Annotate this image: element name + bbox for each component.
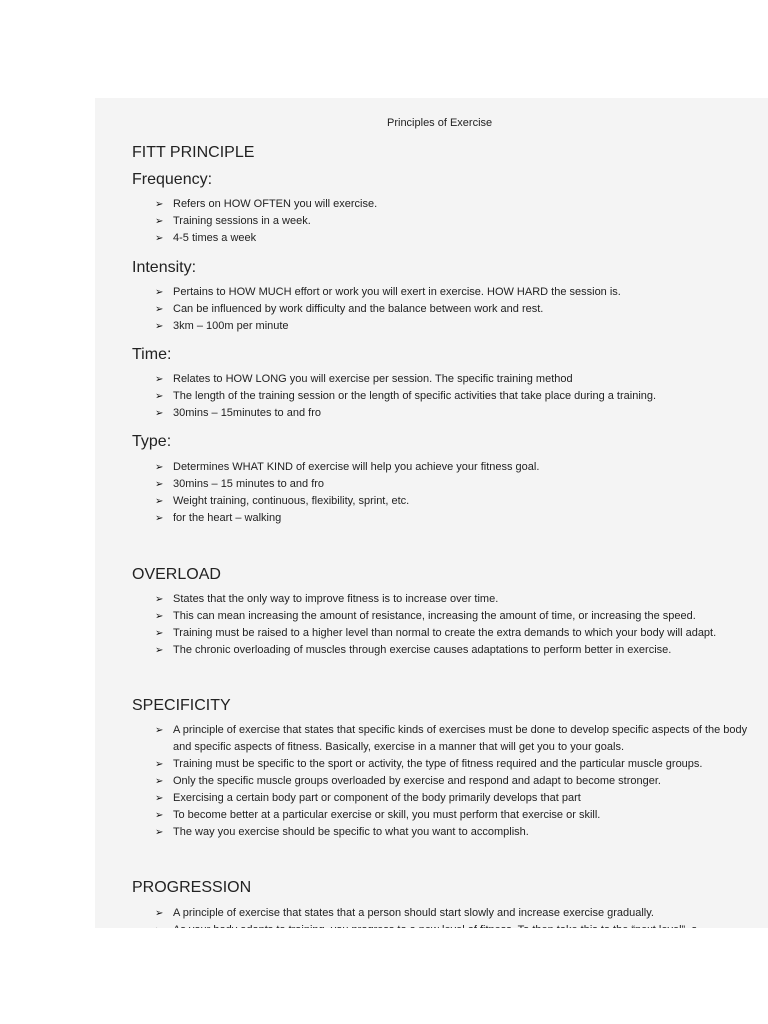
arrow-bullet-icon: ➢ xyxy=(155,287,164,298)
intensity-list xyxy=(155,284,760,335)
arrow-bullet-icon: ➢ xyxy=(155,199,164,210)
page-title: Principles of Exercise xyxy=(387,117,493,129)
arrow-bullet-icon: ➢ xyxy=(155,776,164,787)
list-item: ➢ Weight training, continuous, flexibility, sprint, etc. xyxy=(155,493,760,510)
list-item: ➢ 30mins – 15minutes to and fro xyxy=(155,405,760,422)
list-item: ➢ Training sessions in a week. xyxy=(155,213,760,230)
list-item: ➢ Refers on HOW OFTEN you will exercise. xyxy=(155,196,760,213)
progression-heading: PROGRESSION xyxy=(132,879,252,896)
arrow-bullet-icon: ➢ xyxy=(155,496,164,507)
arrow-bullet-icon: ➢ xyxy=(155,793,164,804)
time-label: Time: xyxy=(132,346,172,363)
list-item: ➢ Training must be specific to the sport or activity, the type of fitness required and the particular muscle groups. xyxy=(155,756,760,773)
list-item: ➢ Pertains to HOW MUCH effort or work you will exert in exercise. HOW HARD the session is. xyxy=(155,284,760,301)
list-item: ➢ To become better at a particular exercise or skill, you must perform that exercise or skill. xyxy=(155,807,760,824)
list-item: ➢ The way you exercise should be specific to what you want to accomplish. xyxy=(155,824,760,841)
list-item: ➢ The chronic overloading of muscles through exercise causes adaptations to perform better in exercise. xyxy=(155,642,760,659)
list-item: ➢ Relates to HOW LONG you will exercise per session. The specific training method xyxy=(155,371,760,388)
list-item: ➢ Exercising a certain body part or component of the body primarily develops that part xyxy=(155,790,760,807)
arrow-bullet-icon: ➢ xyxy=(155,374,164,385)
arrow-bullet-icon: ➢ xyxy=(155,321,164,332)
fitt-heading: FITT PRINCIPLE xyxy=(132,144,255,161)
arrow-bullet-icon: ➢ xyxy=(155,233,164,244)
type-list xyxy=(155,459,760,527)
overload-heading: OVERLOAD xyxy=(132,566,221,583)
list-item: ➢ Can be influenced by work difficulty and the balance between work and rest. xyxy=(155,301,760,318)
arrow-bullet-icon: ➢ xyxy=(155,628,164,639)
list-item: ➢ This can mean increasing the amount of resistance, increasing the amount of time, or increasing the speed. xyxy=(155,608,760,625)
time-list xyxy=(155,371,760,422)
arrow-bullet-icon: ➢ xyxy=(155,391,164,402)
list-item: ➢ A principle of exercise that states that specific kinds of exercises must be done to develop specific aspects of the body and specific aspects of fitness. Basically, exercise in a manner that will get you to your goals. xyxy=(155,724,748,753)
arrow-bullet-icon: ➢ xyxy=(155,216,164,227)
list-item: ➢ 30mins – 15 minutes to and fro xyxy=(155,476,760,493)
list-item: ➢ The length of the training session or the length of specific activities that take place during a training. xyxy=(155,388,760,405)
arrow-bullet-icon: ➢ xyxy=(155,645,164,656)
frequency-label: Frequency: xyxy=(132,171,213,188)
list-item: ➢ Determines WHAT KIND of exercise will help you achieve your fitness goal. xyxy=(155,459,760,476)
list-item: ➢ States that the only way to improve fitness is to increase over time. xyxy=(155,591,760,608)
page-cutoff xyxy=(95,928,768,936)
list-item: ➢ Only the specific muscle groups overloaded by exercise and respond and adapt to become stronger. xyxy=(155,773,760,790)
arrow-bullet-icon: ➢ xyxy=(155,908,164,919)
arrow-bullet-icon: ➢ xyxy=(155,462,164,473)
list-item: ➢ for the heart – walking xyxy=(155,510,760,527)
type-label: Type: xyxy=(132,433,172,450)
arrow-bullet-icon: ➢ xyxy=(155,759,164,770)
list-item: ➢ A principle of exercise that states that a person should start slowly and increase exercise gradually. xyxy=(155,905,760,922)
list-item: ➢ 4-5 times a week xyxy=(155,230,760,247)
arrow-bullet-icon: ➢ xyxy=(155,513,164,524)
specificity-heading: SPECIFICITY xyxy=(132,697,231,714)
overload-list xyxy=(155,591,760,659)
arrow-bullet-icon: ➢ xyxy=(155,408,164,419)
arrow-bullet-icon: ➢ xyxy=(155,827,164,838)
arrow-bullet-icon: ➢ xyxy=(155,810,164,821)
arrow-bullet-icon: ➢ xyxy=(155,611,164,622)
list-item: ➢ 3km – 100m per minute xyxy=(155,318,760,335)
arrow-bullet-icon: ➢ xyxy=(155,304,164,315)
arrow-bullet-icon: ➢ xyxy=(155,479,164,490)
arrow-bullet-icon: ➢ xyxy=(155,725,164,736)
list-item: ➢ Training must be raised to a higher level than normal to create the extra demands to which your body will adapt. xyxy=(155,625,760,642)
intensity-label: Intensity: xyxy=(132,259,197,276)
specificity-list xyxy=(155,722,760,841)
frequency-list xyxy=(155,196,760,247)
arrow-bullet-icon: ➢ xyxy=(155,594,164,605)
